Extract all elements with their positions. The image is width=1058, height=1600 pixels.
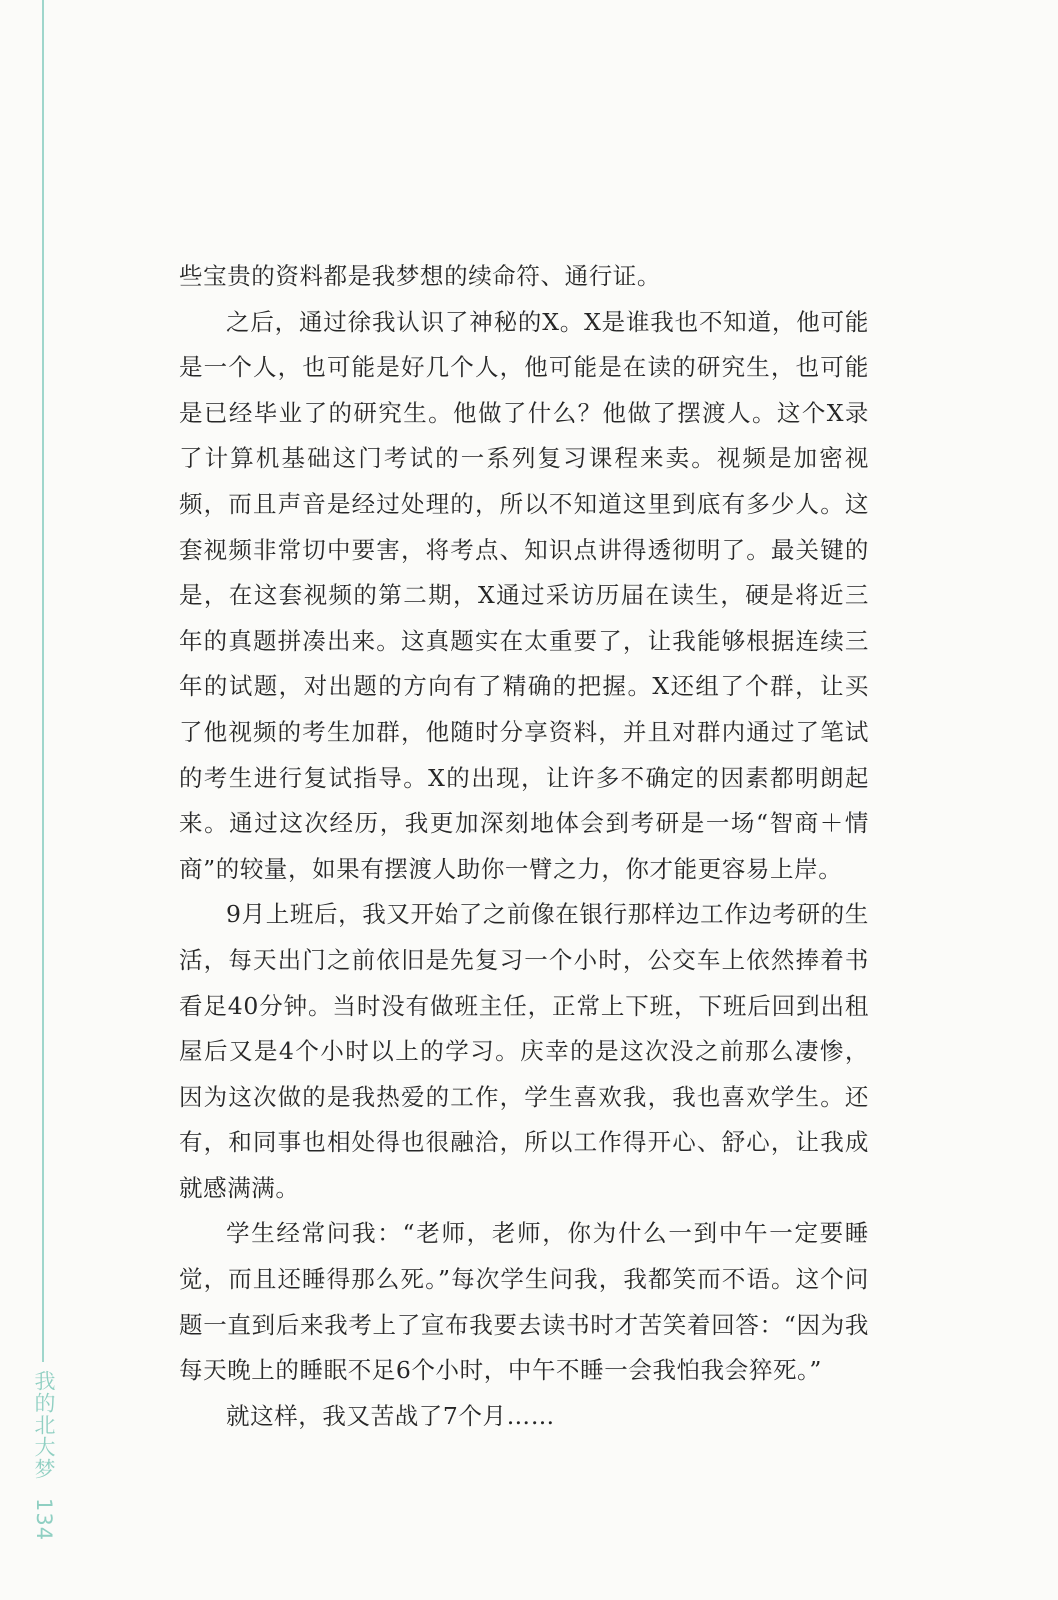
paragraph-2: 之后，通过徐我认识了神秘的X。X是谁我也不知道，他可能是一个人，也可能是好几个人，他可能是在读的研究生，也可能是已经毕业了的研究生。他做了什么？他做了摆渡人。这个X录了计算机基础这门考试的一系列复习课程来卖。视频是加密视频，而且声音是经过处理的，所以不知道这里到底有多少人。这套视频非常切中要害，将考点、知识点讲得透彻明了。最关键的是，在这套视频的第二期，X通过采访历届在读生，硬是将近三年的真题拼凑出来。这真题实在太重要了，让我能够根据连续三年的试题，对出题的方向有了精确的把握。X还组了个群，让买了他视频的考生加群，他随时分享资料，并且对群内通过了笔试的考生进行复试指导。X的出现，让许多不确定的因素都明朗起来。通过这次经历，我更加深刻地体会到考研是一场“智商＋情商”的较量，如果有摆渡人助你一臂之力，你才能更容易上岸。 <box>179 307 869 883</box>
margin-rule <box>42 0 44 1362</box>
body-text <box>179 254 869 1439</box>
book-title: 我的北大梦 <box>32 1370 56 1480</box>
page-number: 134 <box>32 1497 56 1541</box>
side-margin-label <box>33 1370 55 1541</box>
paragraph-1: 些宝贵的资料都是我梦想的续命符、通行证。 <box>179 262 661 290</box>
paragraph-5: 就这样，我又苦战了7个月…… <box>226 1401 555 1430</box>
paragraph-4: 学生经常问我：“老师，老师，你为什么一到中午一定要睡觉，而且还睡得那么死。”每次学生问我，我都笑而不语。这个问题一直到后来我考上了宣布我要去读书时才苦笑着回答：“因为我每天晚上的睡眠不足6个小时，中午不睡一会我怕我会猝死。” <box>179 1219 869 1385</box>
paragraph-3: 9月上班后，我又开始了之前像在银行那样边工作边考研的生活，每天出门之前依旧是先复习一个小时，公交车上依然捧着书看足40分钟。当时没有做班主任，正常上下班，下班后回到出租屋后又是4个小时以上的学习。庆幸的是这次没之前那么凄惨，因为这次做的是我热爱的工作，学生喜欢我，我也喜欢学生。还有，和同事也相处得也很融洽，所以工作得开心、舒心，让我成就感满满。 <box>179 900 869 1202</box>
